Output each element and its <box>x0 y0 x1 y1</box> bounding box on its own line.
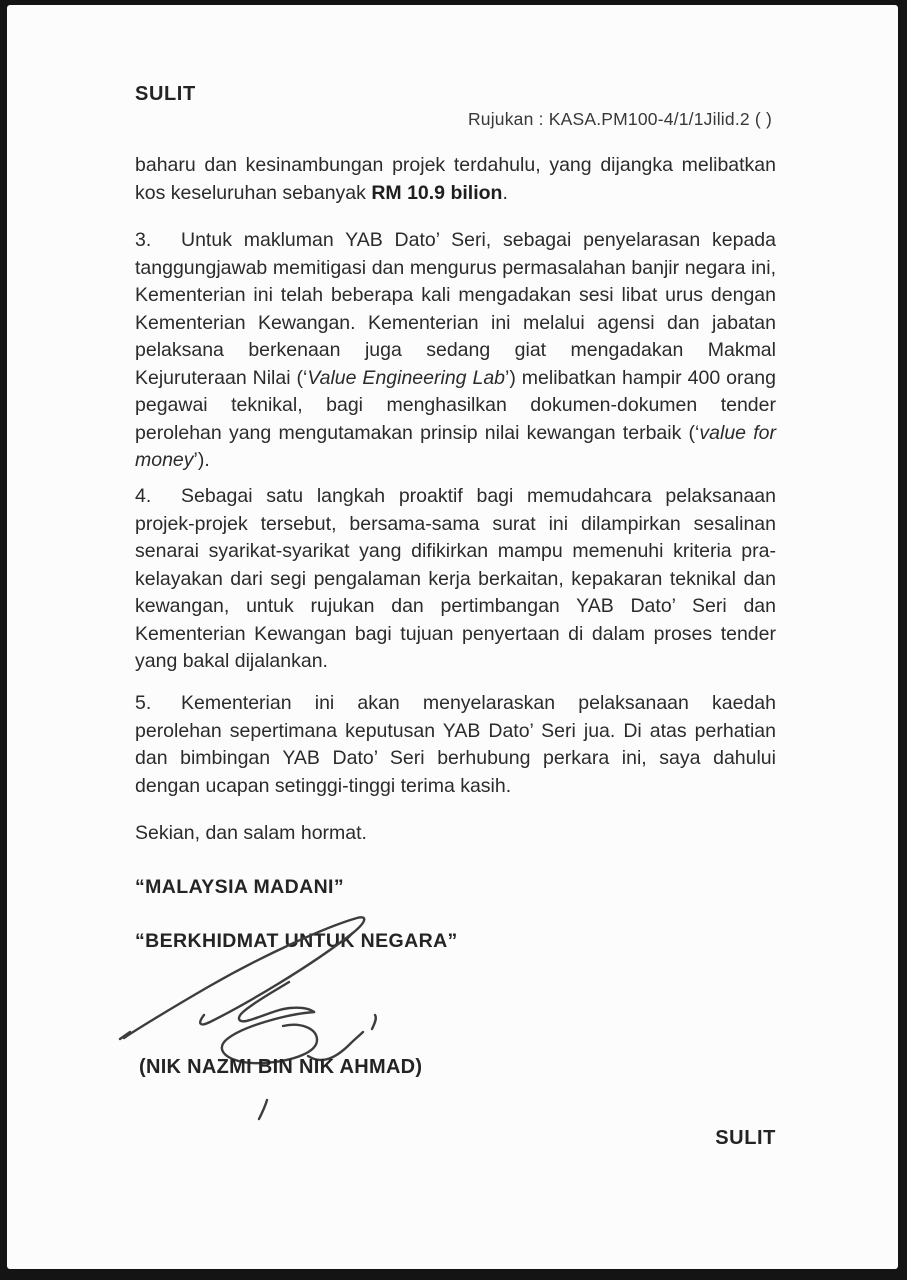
paragraph-text: ’). <box>193 449 210 471</box>
reference-number: Rujukan : KASA.PM100-4/1/1Jilid.2 ( ) <box>467 109 772 129</box>
paragraph-4 <box>135 483 776 676</box>
classification-header: SULIT <box>135 83 196 105</box>
italic-term: Value Engineering Lab <box>307 366 506 389</box>
paragraph-text: Sebagai satu langkah proaktif bagi memudahcara pelaksanaan projek-projek tersebut, bersama-sama surat ini dilampirkan sesalinan senarai syarikat-syarikat yang difikirkan mampu memenuhi kriteria pra-kelayakan dari segi pengalaman kerja berkaitan, kepakaran teknikal dan kewangan, untuk rujukan dan pertimbangan YAB Dato’ Seri dan Kementerian Kewangan bagi tujuan penyertaan di dalam proses tender yang bakal dijalankan. <box>135 485 776 672</box>
closing-line: Sekian, dan salam hormat. <box>135 822 367 844</box>
paragraph-text: Untuk makluman YAB Dato’ Seri, sebagai penyelarasan kepada tanggungjawab memitigasi dan mengurus permasalahan banjir negara ini, Kementerian ini telah beberapa kali mengadakan sesi libat urus dengan Kementerian Kewangan. Kementerian ini melalui agensi dan jabatan pelaksana berkenaan juga sedang giat mengadakan Makmal Kejuruteraan Nilai (‘ <box>135 229 776 389</box>
paragraph-5 <box>135 690 776 800</box>
paragraph-text: ’) melibatkan hampir 400 orang pegawai teknikal, bagi menghasilkan dokumen-dokumen tender perolehan yang mengutamakan prinsip nilai kewangan terbaik (‘ <box>135 366 776 444</box>
paragraph-number: 3. <box>135 229 152 251</box>
signature-stroke <box>372 1015 376 1029</box>
paragraph-text: Kementerian ini akan menyelaraskan pelaksanaan kaedah perolehan sepertimana keputusan YAB Dato’ Seri jua. Di atas perhatian dan bimbingan YAB Dato’ Seri berhubung perkara ini, saya dahului dengan ucapan setinggi-tinggi terima kasih. <box>135 692 776 797</box>
letter-page <box>7 5 898 1269</box>
signatory-name: (NIK NAZMI BIN NIK AHMAD) <box>139 1056 423 1078</box>
paragraph-text: . <box>502 181 508 204</box>
signature-stroke <box>239 982 314 1021</box>
signature-stroke <box>259 1100 267 1119</box>
classification-footer: SULIT <box>715 1127 776 1149</box>
italic-term: value for money <box>135 421 776 471</box>
paragraph-number: 4. <box>135 485 152 507</box>
paragraph-3 <box>135 227 776 475</box>
slogan-berkhidmat: “BERKHIDMAT UNTUK NEGARA” <box>135 930 458 952</box>
paragraph-text: baharu dan kesinambungan projek terdahulu, yang dijangka melibatkan kos keseluruhan sebanyak <box>135 154 776 204</box>
slogan-malaysia-madani: “MALAYSIA MADANI” <box>135 876 345 898</box>
paragraph-continuation <box>135 152 776 207</box>
amount-bold-text: RM 10.9 bilion <box>371 181 503 204</box>
paragraph-number: 5. <box>135 692 152 714</box>
